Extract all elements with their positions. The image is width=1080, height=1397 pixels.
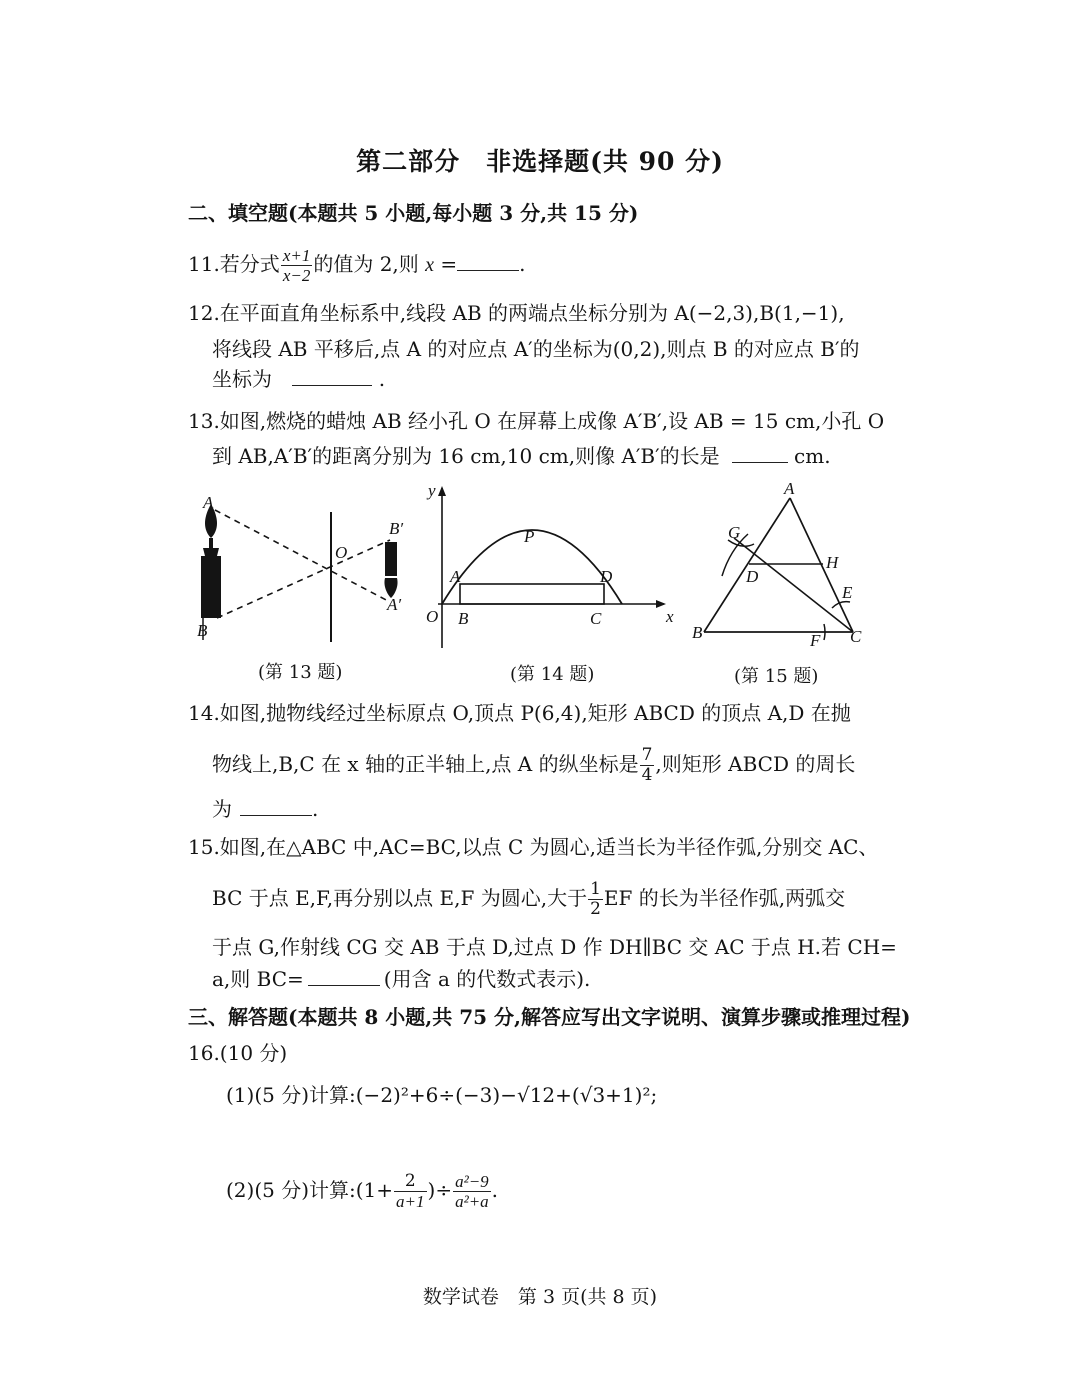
q16-part2b: )÷ [427,1178,453,1202]
label-A: A [450,567,461,586]
q14-numerator: 7 [641,745,653,765]
q11-equals: = [434,252,458,276]
q15-answer-blank[interactable] [308,967,380,986]
q15-line4 [212,966,590,992]
q13-line2-text: 到 AB,A′B′的距离分别为 16 cm,10 cm,则像 A′B′的长是 [212,444,720,468]
q16-part2c: . [491,1178,499,1202]
label-C: C [590,609,602,628]
q14-line1: 14.如图,抛物线经过坐标原点 O,顶点 P(6,4),矩形 ABCD 的顶点 A,D 在抛 [188,701,851,725]
q11-fraction [281,246,313,285]
label-C: C [850,627,862,646]
q14-line2 [212,746,855,785]
page-title: 第二部分 非选择题(共 90 分) [356,147,724,176]
figure-14-parabola [420,482,685,652]
q12-end: . [378,367,386,391]
q11-suffix: 的值为 2,则 [313,252,426,276]
q14-line3-text: 为 [212,797,232,821]
q16-part2 [226,1172,498,1211]
q14-denominator: 4 [641,765,653,785]
q11-numerator: x+1 [282,246,311,265]
q15-line4a: a,则 BC= [212,967,304,991]
figure-14-caption: (第 14 题) [510,664,595,685]
label-B: B [197,621,208,640]
section3-heading: 三、解答题(本题共 8 小题,共 75 分,解答应写出文字说明、演算步骤或推理过程) [188,1005,911,1029]
x-axis-arrow [656,600,666,608]
q16-frac2-numerator: a²−9 [455,1172,489,1191]
q14-line2a: 物线上,B,C 在 x 轴的正半轴上,点 A 的纵坐标是 [212,752,639,776]
q11-variable: x [425,254,435,276]
q11-end: . [519,252,526,276]
label-B: B [692,623,703,642]
question-11 [188,246,526,285]
q15-line2a: BC 于点 E,F,再分别以点 E,F 为圆心,大于 [212,886,588,910]
label-D: D [746,567,759,586]
figure-15-triangle [690,478,875,653]
label-O: O [335,543,348,562]
q11-denominator: x−2 [282,266,311,285]
q16-fraction-2 [453,1172,491,1211]
label-O: O [426,607,439,626]
q16-part2a: (2)(5 分)计算:(1+ [226,1178,394,1202]
q12-line3 [212,366,385,392]
label-B-prime: B′ [389,519,404,538]
q15-line2 [212,880,845,919]
page-footer: 数学试卷 第 3 页(共 8 页) [422,1286,658,1308]
label-F: F [810,631,821,650]
q13-line1: 13.如图,燃烧的蜡烛 AB 经小孔 O 在屏幕上成像 A′B′,设 AB = 15 cm,小孔 O [188,409,885,433]
q15-line1: 15.如图,在△ABC 中,AC=BC,以点 C 为圆心,适当长为半径作弧,分别交 AC、 [188,835,879,859]
candle-wick [209,538,213,548]
q16-fraction-1 [394,1172,426,1211]
q11-answer-blank[interactable] [457,252,519,271]
q14-fraction [640,746,655,785]
q15-line4b: (用含 a 的代数式表示). [383,967,591,991]
side-AC [790,498,853,632]
ray-B-to-B-prime [217,540,390,618]
section2-heading: 二、填空题(本题共 5 小题,每小题 3 分,共 15 分) [188,201,639,225]
figure-13-caption: (第 13 题) [258,662,343,683]
label-A: A [784,479,795,498]
q16-part1: (1)(5 分)计算:(−2)²+6÷(−3)−√12+(√3+1)²; [226,1083,658,1107]
label-A: A [203,493,214,512]
y-axis-arrow [438,486,446,496]
q13-end: cm. [794,444,831,468]
q16-frac1-numerator: 2 [394,1172,426,1192]
q14-line2b: ,则矩形 ABCD 的周长 [655,752,856,776]
q11-prefix: 11.若分式 [188,252,280,276]
label-E: E [842,583,853,602]
q15-line3: 于点 G,作射线 CG 交 AB 于点 D,过点 D 作 DH∥BC 交 AC 于点 H.若 CH= [212,935,897,959]
label-H: H [826,553,839,572]
q12-line2: 将线段 AB 平移后,点 A 的对应点 A′的坐标为(0,2),则点 B 的对应点 B′的 [212,337,860,361]
q16-frac1-denominator: a+1 [396,1192,425,1211]
q16-label: 16.(10 分) [188,1041,288,1065]
q12-line1: 12.在平面直角坐标系中,线段 AB 的两端点坐标分别为 A(−2,3),B(1,−1), [188,301,845,325]
label-B: B [458,609,469,628]
label-x: x [666,607,674,626]
label-P: P [524,527,535,546]
q14-line3 [212,796,318,822]
candle-body [201,556,221,618]
q15-fraction [588,880,603,919]
figure-15-caption: (第 15 题) [734,666,819,687]
q12-line3-text: 坐标为 [212,367,272,391]
q14-end: . [312,797,319,821]
q15-denominator: 2 [590,899,601,919]
q12-answer-blank[interactable] [292,367,372,386]
rectangle-ABCD [460,584,604,604]
image-candle-body [385,542,397,576]
ray-A-to-A-prime [215,510,390,602]
q15-numerator: 1 [590,879,601,899]
figure-13-candle-pinhole [185,490,415,650]
q13-answer-blank[interactable] [732,444,788,463]
label-A-prime: A′ [387,595,402,614]
label-y: y [428,482,436,500]
side-AB [704,498,790,632]
label-G: G [728,523,741,542]
candle-top [203,548,219,556]
q13-line2 [212,443,831,469]
label-D: D [600,567,613,586]
q16-frac2-denominator: a²+a [455,1192,489,1211]
q14-answer-blank[interactable] [240,797,312,816]
q15-line2b: EF 的长为半径作弧,两弧交 [603,886,846,910]
